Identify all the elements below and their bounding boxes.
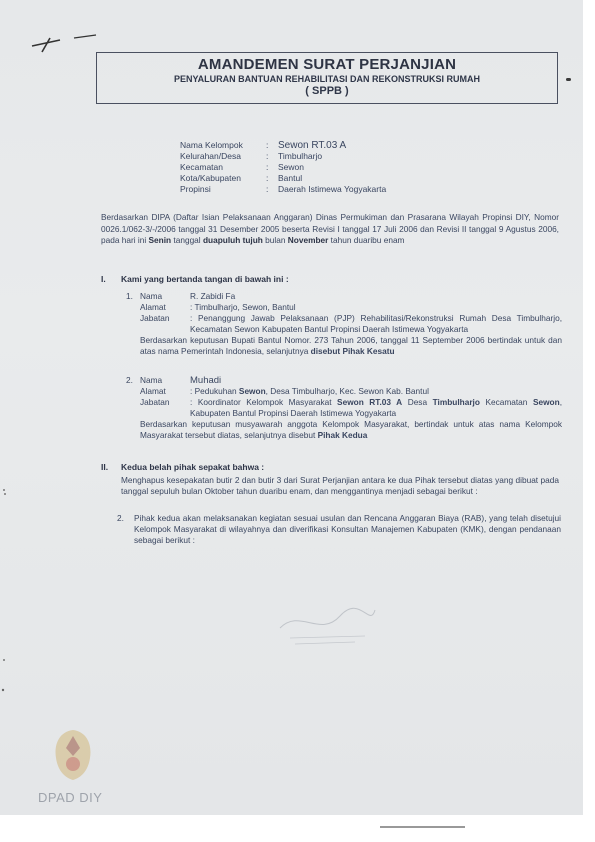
- document-header: [96, 52, 558, 104]
- faint-signature-stamp: [270, 598, 380, 648]
- info-row: Kota/Kabupaten : Bantul: [180, 173, 303, 183]
- info-value: Bantul: [278, 173, 303, 183]
- intro-month: November: [287, 235, 329, 245]
- section-2-point: 2. Pihak kedua akan melaksanakan kegiatan sesuai usulan dan Rencana Anggaran Biaya (RAB), yang telah disetujui Kelompok Masyarakat di wilayahnya dan diverifikasi Konsultan Manajemen Kabupaten (KMK), dengan pendanaan sebagai berikut :: [117, 513, 561, 545]
- info-label: Nama Kelompok: [180, 140, 243, 150]
- section-1-heading: Kami yang bertanda tangan di bawah ini :: [121, 274, 289, 284]
- group-info: [180, 140, 386, 195]
- info-row: Propinsi : Daerah Istimewa Yogyakarta: [180, 184, 387, 194]
- party-1-name: R. Zabidi Fa: [190, 291, 236, 301]
- info-value: Sewon: [278, 162, 304, 172]
- info-label: Kelurahan/Desa: [180, 151, 241, 161]
- party-1: 1. Nama R. Zabidi Fa Alamat : Timbulharjo, Sewon, Bantul Jabatan : Penanggung Jawab Pelaksanaan (PJP) Rehabilitasi/Rekonstruksi Rumah Desa Timbulharjo, Kecamatan Sewon Kabupaten Bantul Propinsi Daerah Istimewa Yogyakarta Berdasarkan keputusan Bupati Bantul Nomor. 273 Tahun 2006, tanggal 11 September 2006 bertindak untuk dan atas nama Pemerintah Indonesia, selanjutnya disebut Pihak Kesatu: [126, 291, 562, 356]
- intro-day: Senin: [148, 235, 172, 245]
- info-row: Kelurahan/Desa : Timbulharjo: [180, 151, 323, 161]
- section-2-number: II.: [101, 462, 109, 472]
- scan-line: [380, 826, 465, 828]
- section-1-number: I.: [101, 274, 106, 284]
- handwritten-mark: [30, 32, 100, 54]
- info-label: Kota/Kabupaten: [180, 173, 241, 183]
- info-row: Nama Kelompok : Sewon RT.03 A: [180, 140, 347, 151]
- info-row: Kecamatan : Sewon: [180, 162, 304, 172]
- info-value: Sewon RT.03 A: [278, 140, 347, 151]
- party-1-basis: Berdasarkan keputusan Bupati Bantul Nomor. 273 Tahun 2006, tanggal 11 September 2006 bertindak untuk dan atas nama Pemerintah Indonesia, selanjutnya disebut Pihak Kesatu: [140, 335, 562, 356]
- info-value: Timbulharjo: [278, 151, 323, 161]
- document-code: ( SPPB ): [305, 85, 349, 97]
- intro-date: duapuluh tujuh: [202, 235, 263, 245]
- party-2: 2. Nama Muhadi Alamat : Pedukuhan Sewon, Desa Timbulharjo, Kec. Sewon Kab. Bantul Jabatan : Koordinator Kelompok Masyarakat Sewon RT.03 A Desa Timbulharjo Kecamatan Sewon, Kabupaten Bantul Propinsi Daerah Istimewa Yogyakarta Berdasarkan keputusan musyawarah anggota Kelompok Masyarakat, bertindak untuk atas nama Kelompok Masyarakat tersebut diatas, selanjutnya disebut Pihak Kedua: [126, 375, 562, 440]
- party-2-basis: Berdasarkan keputusan musyawarah anggota Kelompok Masyarakat, bertindak untuk atas nama Kelompok Masyarakat tersebut diatas, selanjutnya disebut Pihak Kedua: [140, 419, 562, 440]
- dpad-diy-logo: [50, 726, 96, 784]
- document-subtitle: PENYALURAN BANTUAN REHABILITASI DAN REKONSTRUKSI RUMAH: [173, 74, 480, 84]
- party-1-position: : Penanggung Jawab Pelaksanaan (PJP) Rehabilitasi/Rekonstruksi Rumah Desa Timbulharjo, Kecamatan Sewon Kabupaten Bantul Propinsi Daerah Istimewa Yogyakarta: [190, 313, 562, 334]
- info-label: Kecamatan: [180, 162, 223, 172]
- intro-paragraph: Berdasarkan DIPA (Daftar Isian Pelaksanaan Anggaran) Dinas Permukiman dan Prasarana Wilayah Propinsi DIY, Nomor 0026.1/062-3/-/2006 tanggal 31 Desember 2005 beserta Revisi I tanggal 17 Juli 2006 dan Revisi II tanggal 9 Agustus 2006, pada hari ini Senin tanggal duapuluh tujuh bulan November tahun duaribu enam: [101, 212, 559, 245]
- party-2-name: Muhadi: [190, 375, 222, 386]
- document-title: AMANDEMEN SURAT PERJANJIAN: [197, 56, 457, 73]
- party-1-address: : Timbulharjo, Sewon, Bantul: [190, 302, 296, 312]
- info-label: Propinsi: [180, 184, 211, 194]
- binding-marks: [0, 480, 12, 700]
- watermark-text: DPAD DIY: [38, 790, 103, 805]
- paper-speck: [566, 78, 571, 81]
- info-value: Daerah Istimewa Yogyakarta: [278, 184, 387, 194]
- section-2-paragraph: Menghapus kesepakatan butir 2 dan butir 3 dari Surat Perjanjian antara ke dua Pihak tersebut diatas yang dibuat pada tanggal sepuluh bulan Oktober tahun duaribu enam, dan menggantinya menjadi sebagai berikut :: [121, 475, 559, 496]
- party-2-address: : Pedukuhan Sewon, Desa Timbulharjo, Kec. Sewon Kab. Bantul: [190, 386, 429, 396]
- section-2-heading: Kedua belah pihak sepakat bahwa :: [121, 462, 265, 472]
- party-2-position: : Koordinator Kelompok Masyarakat Sewon RT.03 A Desa Timbulharjo Kecamatan Sewon, Kabupaten Bantul Propinsi Daerah Istimewa Yogyakarta: [190, 397, 562, 418]
